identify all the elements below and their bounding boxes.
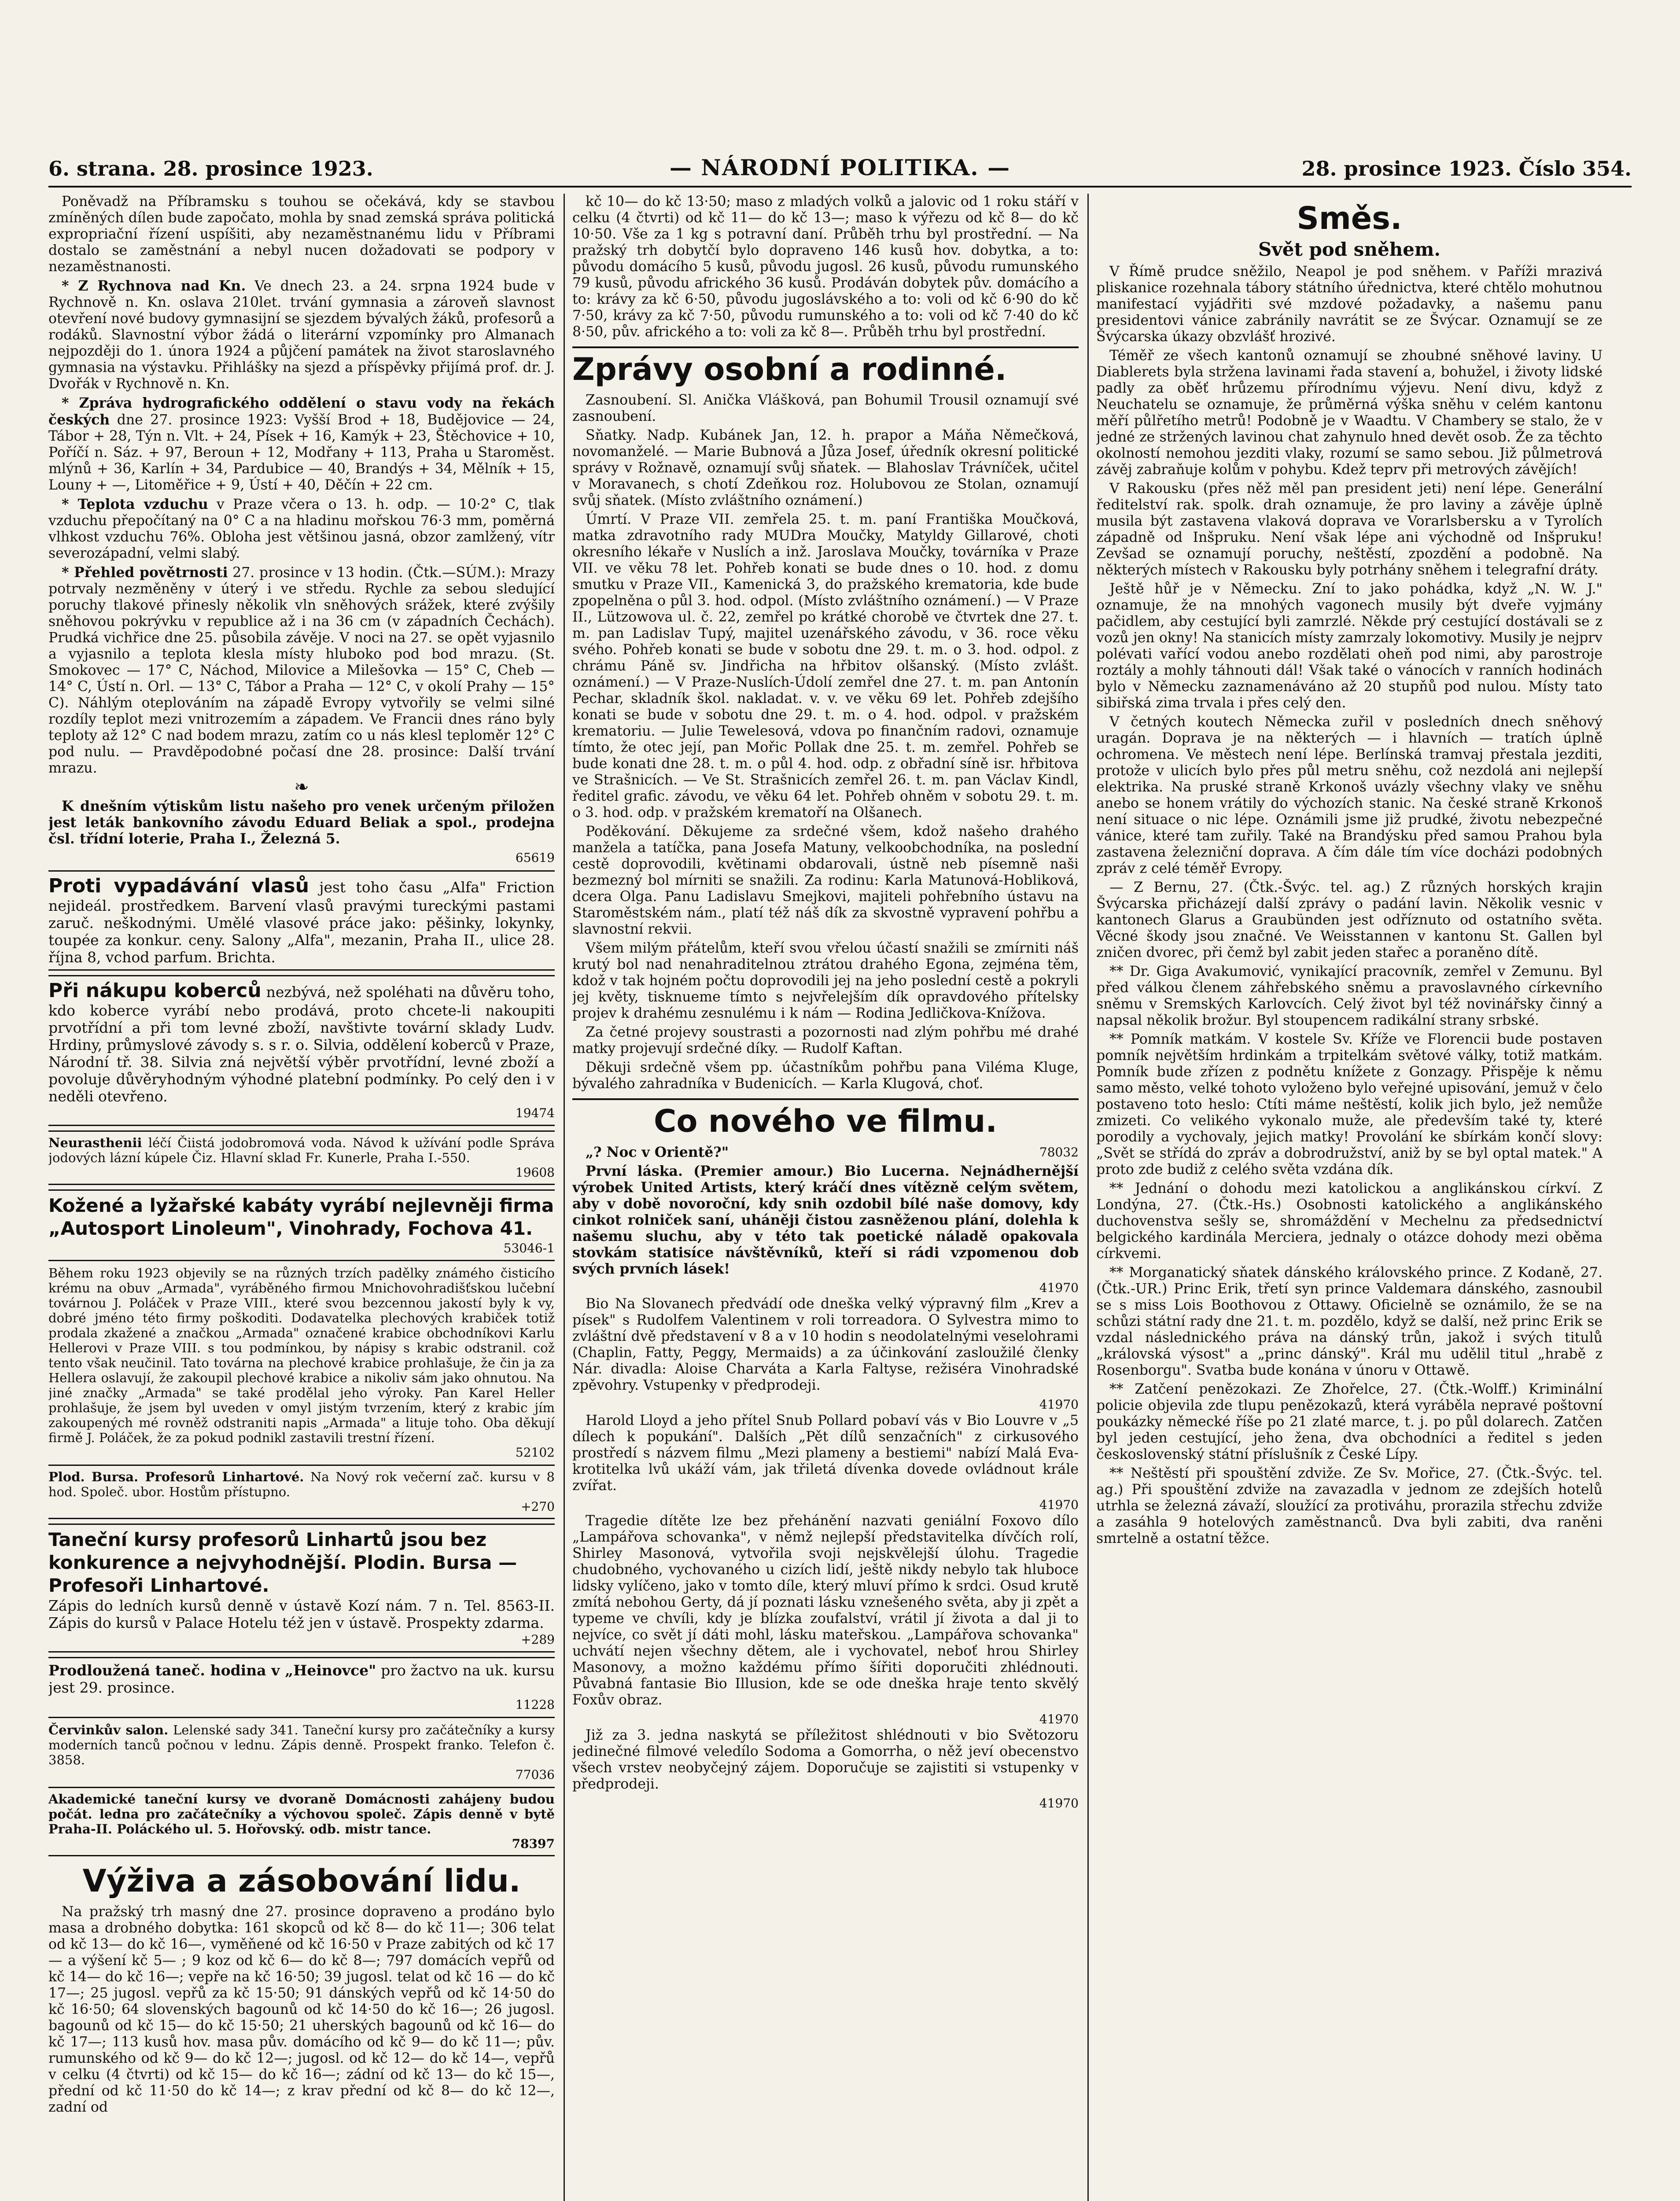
ad-prodlouzena bbox=[48, 1657, 555, 1718]
notice-deaths: Úmrtí. V Praze VII. zemřela 25. t. m. paní Františka Moučková, matka zdravotního rady MUDra Moučky, Matyldy Gillarové, choti okresního lékaře v Nuslích a inž. Jaroslava Moučky, továrníka v Praze VII. ve věku 78 let. Pohřeb konati se bude dnes o 10. hod. z domu smutku v Praze VII., Kamenická 3, do pražského krematoria, kde bude zpopelněna o půl 3. hod. odpol. (Místo zvláštního oznámení.) — V Praze II., Lützowova ul. č. 22, zemřel po krátké chorobě ve čtvrtek dne 27. t. m. pan Ladislav Tupý, majitel uzenářského závodu, v 36. roce věku svého. Pohřeb konati se bude v sobotu dne 29. t. m. o 3. hod. odpol. z chrámu Páně sv. Jindřicha na hřbitov olšanský. (Místo zvlášt. oznámení.) — V Praze-Nuslích-Údolí zemřel dne 27. t. m. pan Antonín Pechar, skladník škol. nakladat. v. v. ve věku 69 let. Pohřeb zdejšího konati se bude v sobotu dne 29. t. m. o 4. hod. odpol. v pražském krematoriu. — Julie Tewelesová, vdova po finančním radovi, oznamuje tímto, že otec její, pan Mořic Pollak dne 25. t. m. zemřel. Pohřeb se bude konati dne 28. t. m. o půl 4. hod. odp. z obřadní síně isr. hřbitova ve Strašnicích. — Ve St. Strašnicích zemřel 26. t. m. pan Václav Kindl, ředitel grafic. závodu, ve věku 64 let. Pohřeb ohněm v sobotu 29. t. m. o 3. hod. odp. v pražském krematoří na Olšanech. bbox=[572, 512, 1079, 821]
issue-number-date: 28. prosince 1923. Číslo 354. bbox=[1301, 157, 1632, 180]
article-elevator-accident: ** Neštěstí při spouštění zdviže. Ze Sv. Mořice, 27. (Čtk.-Švýc. tel. ag.) Při spouštění zdviže na zavazadla v jednom ze zdejších hotelů utrhla se železná závaží, sloužící za protiváhu, prorazila střechu zdviže a zasáhla 9 hotelových zaměstnanců. Dva byli zabiti, dva raněni smrtelně a ostatní těžce. bbox=[1096, 1465, 1603, 1546]
film-svetozor: Již za 3. jedna naskytá se příležitost shlédnouti v bio Světozoru jedinečné filmové veledílo Sodoma a Gomorrha, o něž jeví obecenstvo všech vrstev neobyčejný zájem. Doporučuje se zajistiti si vstupenky v předprodeji. bbox=[572, 1727, 1079, 1792]
article-heading: * Zpráva hydrografického oddělení o stavu vody na řekách českých bbox=[48, 395, 555, 428]
ad-code: 41970 bbox=[1039, 1281, 1079, 1295]
article-avakumovic: ** Dr. Giga Avakumović, vynikající pracovník, zemřel v Zemunu. Byl před válkou členem záhřebského sněmu a pravoslavného církevního sněmu v Sremských Karlovcích. Celý život byl též novinářsky činný a napsal několik brožur. Byl stoupencem radikální strany srbské. bbox=[1096, 964, 1603, 1028]
article-bern: — Z Bernu, 27. (Čtk.-Švýc. tel. ag.) Z různých horských krajin Švýcarska přicházejí další zprávy o padání lavin. Několik vesnic v kantonech Glarus a Graubünden jest odříznuto od ostatního světa. Věcné škody jsou značné. Ve Weisstannen v kantonu St. Gallen byl zničen dvorec, při čemž byl zabit jeden stařec a poraněno dítě. bbox=[1096, 880, 1603, 961]
article-water-levels bbox=[48, 395, 555, 493]
article-heading: * Přehled povětrnosti bbox=[62, 564, 228, 581]
ad-code: 11228 bbox=[515, 1697, 555, 1712]
notice-engagement: Zasnoubení. Sl. Anička Vlášková, pan Bohumil Trousil oznamují své zasnoubení. bbox=[572, 392, 1079, 424]
article-text: dne 27. prosince 1923: Vyšší Brod + 18, Budějovice — 24, Tábor + 28, Týn n. Vlt. + 24, Písek + 16, Kamýk + 23, Štěchovice + 10, Poříčí n. Sáz. + 97, Beroun + 12, Modřany + 113, Praha u Staroměst. mlýnů + 36, Karlín + 34, Pardubice — 40, Brandýs + 34, Mělník + 15, Louny + —, Litoměřice + 9, Ústí + 40, Děčín + 22 cm. bbox=[48, 412, 555, 493]
newspaper-title: — NÁRODNÍ POLITIKA. — bbox=[669, 155, 1011, 180]
article-snow-uragan: V četných koutech Německa zuřil v posledních dnech sněhový uragán. Doprava je na některých — i hlavních — tratích úplně ochromena. Ve městech není lépe. Berlínská tramvaj přestala jezditi, protože v ulicích bylo přes půl metru sněhu, což nezdolá ani nejlepší elektrika. Na pruské straně Krkonoš uvázly všechny vlaky ve sněhu anebo se honem vrátily do výchozích stanic. Na české straně Krkonoš není situace o nic lépe. Oznámili jsme již prudké, životu nebezpečné vánice, které tam zuřily. Také na Brandýsku před samou Prahou byla zastavena železniční doprava. A čím dále tím více docházi podobných zpráv z celé téměř Evropy. bbox=[1096, 714, 1603, 876]
column-right bbox=[1096, 194, 1603, 2201]
article-heading: * Z Rychnova nad Kn. bbox=[62, 278, 246, 294]
film-prvni-laska: První láska. (Premier amour.) Bio Lucerna. Nejnádhernější výrobek United Artists, který kráčí dnes vítězně celým světem, aby v době novoroční, kdy snih ozdobil bílé naše domovy, kdy cinkot rolniček saní, uháněji čistou zasněženou plání, dolehla k našemu sluchu, aby v této tak poetické náladě opakovala stovkám statisíce návštěvníků, kteří si rádi vzpomenou dob svých prvních lásek! bbox=[572, 1163, 1079, 1277]
film-tragedie-ditete: Tragedie dítěte lze bez přehánění nazvati geniální Foxovo dílo „Lampářova schovanka", v němž nejlepší představitelka dívčích rolí, Shirley Masonová, vytvořila svoji nejskvělejší úlohu. Tragedie chudobného, vychovaného u cizích lidí, ještě nikdy nebylo tak hluboce lidsky vylíčeno, jako v tomto díle, který mluví přímo k srdci. Osud krutě zmítá nebohou Gerty, dá jí poznati lásku vznešeného světa, aby ji zpět a typeme ve chvíli, kdy je blízka zoufalství, vrátil jí života a dal ji to nejvíce, co svět jí dáti mohl, lásku mateřskou. „Lampářova schovanka" uchvátí nejen všechny dětem, ale i vychovatel, neboť hrou Shirley Masonovy, a možno každému přímo šířiti doporučiti zhlédnouti. Půvabná fantasie Bio Illusion, kde se ode dneška hraje tento skvělý Foxův obraz. bbox=[572, 1513, 1079, 1708]
ad-text: Zápis do ledních kursů denně v ústavě Kozí nám. 7 n. Tel. 8563-II. Zápis do kursů v Palace Hotelu též jen v ústavě. Prospekty zdarma. bbox=[48, 1597, 555, 1631]
ad-koberce bbox=[48, 975, 555, 1126]
ad-armada bbox=[48, 1266, 555, 1460]
article-text: 27. prosince v 13 hodin. (Čtk.—SÚM.): Mrazy potrvaly nezměněny v úterý i ve středu. Rychle za sebou sledující poruchy tlakové přinesly několik vln sněhových srážek, které zvýšily sněhovou pokrývku v republice až i na 36 cm (v západních Čechách). Prudká vichřice dne 25. působila závěje. V noci na 27. se opět vyjasnilo a vyjasnilo a teplota klesla místy hluboko pod bod mrazu. (St. Smokovec — 17° C, Náchod, Milovice a Milešovka — 15° C, Cheb — 14° C, Ústí n. Orl. — 13° C, Tábor a Praha — 12° C, v okolí Prahy — 15° C). Náhlým oteplováním na západě Evropy vytvořily se velmi silné rozdíly teplot mezi vnitrozemím a západem. Ve Francii dnes ráno byly teploty až 12° C nad bodem mrazu, zatím co u nás klesl teploměr 12° C pod nulu. — Pravděpodobné počasí dne 28. prosince: Další trvání mrazu. bbox=[48, 565, 555, 776]
ad-text: nezbývá, než spoléhati na důvěru toho, kdo koberce vyrábí nebo prodává, proto chcete-li nakoupiti prvotřídní a při tom levné zboží, navštivte tovární sklady Ludv. Hrdiny, průmyslové závody s. s r. o. Silvia, oddělení koberců v Praze, Národní tř. 38. Silvia zná největší výběr prvotřídní, levné zboží a povoluje důvěryhodným výhodné platební podmínky. Po celý den i v neděli otevřeno. bbox=[48, 983, 555, 1105]
masthead bbox=[48, 146, 1632, 188]
notice-thanks-kaftan: Za četné projevy soustrasti a pozornosti nad zlým pohřbu mé drahé matky projevují srdečné díky. — Rudolf Kaftan. bbox=[572, 1024, 1079, 1056]
article-rychnov bbox=[48, 278, 555, 392]
ad-code: 41970 bbox=[1039, 1796, 1079, 1811]
ad-heading: Proti vypadávání vlasů bbox=[48, 875, 309, 897]
ad-text: Kožené a lyžařské kabáty vyrábí nejlevněji firma „Autosport Linoleum", Vinohrady, Fochova 41. bbox=[48, 1195, 554, 1239]
ad-tanecni-kursy bbox=[48, 1524, 555, 1653]
section-heading-film: Co nového ve filmu. bbox=[572, 1098, 1079, 1140]
article-text: v Praze včera o 13. h. odp. — 10·2° C, tlak vzduchu přepočítaný na 0° C a na hladinu mořskou 76·3 mm, poměrná vlhkost vzduchu 76%. Obloha jest většinou jasná, obzor zamlžený, vítr severozápadní, velmi slabý. bbox=[48, 497, 555, 561]
ad-kozene-kabaty bbox=[48, 1189, 555, 1261]
ad-code: 19608 bbox=[515, 1165, 555, 1180]
article-pomnik-matkam: ** Pomník matkám. V kostele Sv. Kříže ve Florencii bude postaven pomník největším hrdinkám a trpitelkám světové války, totiž matkám. Pomník bude zřízen z podnětu knížete z Gonzagy. Přispěje k němu samo město, velké tohoto vyloženo bylo veřejné upisování, jemuž v čelo postaveno toto heslo: Ctíti máme neštěstí, kolik jich bylo, jež nemůže zmizeti. Co velikého vykonalo muže, ale především také ty, které porodily a vychovaly, jejich matky! Provolání ke sbírkám končí slovy: „Svět se střídá do zpráv a dobrodružství, aniž by se byl optal matek." A proto zde budiž z celého světa vzdána dík. bbox=[1096, 1031, 1603, 1178]
article-meat-market: Na pražský trh masný dne 27. prosince dopraveno a prodáno bylo masa a drobného dobytka: 161 skopců od kč 8— do kč 11—; 306 telat od kč 13— do kč 16—, vyměňené od kč 16·50 v Praze zabitých od kč 17— a výšení kč 5— ; 9 koz od kč 6— do kč 8—; 797 domácích vepřů od kč 14— do kč 16—; vepře na kč 16·50; 39 jugosl. telat od kč 16 — do kč 17—; 25 jugosl. vepřů za kč 15·50; 91 dánských vepřů od kč 14·50 do kč 16·50; 64 slovenských bagounů od kč 14·50 do kč 16—; 26 jugosl. bagounů od kč 15— do kč 15·50; 21 uherských bagounů od kč 16— do kč 17—; 113 kusů hov. masa pův. domácího od kč 9— do kč 11—; pův. rumunského od kč 9— do kč 12—; jugosl. od kč 12— do kč 14—, vepřů v celku (4 čtvrti) od kč 15— do kč 16—; zádní od kč 13— do kč 15—, přední od kč 11·50 do kč 14—; z krav přední od kč 8— do kč 12—, zadní od bbox=[48, 1904, 555, 2115]
ad-code: 65619 bbox=[515, 850, 555, 865]
section-heading-personal-news: Zprávy osobní a rodinné. bbox=[572, 346, 1079, 388]
ad-code: 53046-1 bbox=[503, 1241, 555, 1255]
column-rule bbox=[564, 194, 565, 2201]
ad-text: Během roku 1923 objevily se na různých trzích padělky známého čisticího krému na obuv „Armada", vyráběného firmou Mnichovohradišťskou lučební továrnou J. Poláček v Praze VIII., které svou bezcennou jakostí byly k vy, dobré jméno této firmy poškoditi. Dodavatelka plechových krabiček totiž prodala zkažené a značkou „Armada" označené krabice obchodníkovi Karlu Hellerovi v Praze VIII. s tou podmínkou, by nápisy s krabic odstranil. což tento však neučinil. Tato továrna na plechové krabice prohlašuje, že čin ja za Hellera oslavují, že zakoupil plechové krabice a nikoliv sám jako ohnutou. Na jiné značky „Armada" se také prodělal jeho výroky. Pan Karel Heller prohlašuje, že jsem byl uveden v omyl jistým tvrzením, který z krabic jím zakoupených mé rovněž odstraniti napis „Armada" a lituje toho. Oba děkují firmě J. Poláček, že za pokud podnikl zastavili trestní řízení. bbox=[48, 1266, 555, 1445]
ad-code: 41970 bbox=[1039, 1397, 1079, 1412]
ad-heading: Plod. Bursa. Profesorů Linhartové. bbox=[48, 1469, 304, 1484]
article-snow-germany: Ještě hůř je v Německu. Zní to jako pohádka, když „N. W. J." oznamuje, že na mnohých vagonech musily být dveře vyjmány pačidlem, aby cestující byli zamrzlé. Někde prý cestující dostávali se z vozů jen okny! Na stanicích místy zamrzaly lokomotivy. Musily je nejprv polévati vařící vodou anebo rozdělati oheň pod nimi, aby parostroje roztály a mohly táhnouti dál! Však také o vánocích v ranních hodinách bylo v Německu zaznamenáváno až 20 stupňů pod nulou. Místy tato sibiřská zima trvala i přes celý den. bbox=[1096, 581, 1603, 711]
ad-code: 41970 bbox=[1039, 1712, 1079, 1726]
ad-text: léčí Čiistá jodobromová voda. Návod k užívání podle Správa jodových lázní kúpele Čiz. Hlavní sklad Fr. Kunerle, Praha I.-550. bbox=[48, 1135, 555, 1165]
ad-heading: Červinkův salon. bbox=[48, 1723, 169, 1737]
ad-code: 41970 bbox=[1039, 1498, 1079, 1512]
ad-code: 52102 bbox=[515, 1445, 555, 1460]
ad-heading: Taneční kursy profesorů Linhartů jsou bez konkurence a nejvyhodnější. Plodin. Bursa — Profesoři Linhartové. bbox=[48, 1529, 517, 1596]
ad-akademicke bbox=[48, 1787, 555, 1856]
article-snow-switzerland: Téměř ze všech kantonů oznamují se zhoubné sněhové laviny. U Diablerets byla stržena lavinami řada stavení a, bohužel, i životy lidské padly za oběť hrůzemu přírodnímu výjevu. Není divu, když z Neuchatelu se oznamuje, že průměrná výška sněhu v celém kantonu měří půlřetího metrů! Podobně je v Waadtu. V Chambery se stalo, že v jedné ze stržených lavinou chat zahynulo hned devět osob. Že za těchto okolností nemohou jezditi vlaky, rozumí se samo sebou. Již půlmetrová závěj zabraňuje kolům v pohybu. Kdež teprv při metrových závějích! bbox=[1096, 348, 1603, 478]
article-counterfeiters: ** Zatčení penězokazi. Ze Zhořelce, 27. (Čtk.-Wolff.) Kriminální policie objevila zde tlupu penězokazů, která vyráběla nepravé poštovní poukázky německé říše po 21 zlaté marce, t. j. po půl dolarech. Zatčen byl jeden cestující, jeho žena, dva obchodníci a ředitel s jeden československý státní příslušník z České Lípy. bbox=[1096, 1381, 1603, 1462]
notice-thanks-kluge: Děkuji srdečně všem pp. účastníkům pohřbu pana Viléma Kluge, bývalého zahradníka v Budenicích. — Karla Klugová, choť. bbox=[572, 1060, 1079, 1092]
article-snow-rome: V Římě prudce sněžilo, Neapol je pod sněhem. v Paříži mrazivá pliskanice rozehnala tábory státního úřednictva, které chtělo mohutnou manifestací vyjádřiti své mzdové požadavky, a našemu panu presidentovi vánice zabránily navrátit se ze Švýcar. Oznamují se ze Švýcarska úkazy obzvlášť hrozivé. bbox=[1096, 264, 1603, 345]
article-cattle-market: kč 10— do kč 13·50; maso z mladých volků a jalovic od 1 roku stáří v celku (4 čtvrti) od kč 11— do kč 13—; maso k výřezu od kč 8— do kč 10·50. Vše za 1 kg s potravní daní. Průběh trhu byl prostřední. — Na pražský trh dobytčí bylo dopraveno 146 kusů hov. dobytka, a to: původu domácího 5 kusů, původu jugosl. 26 kusů, původu rumunského 79 kusů, původu afrického 36 kusů. Prodáván dobytek pův. domácího a to: krávy za kč 6·50, původu jugoslávského a to: voli od kč 6·90 do kč 7·50, krávy za kč 7·50, původu rumunského a to: voli od kč 7·40 do kč 8·50, pův. afrického a to: voli za kč 8—. Průběh trhu byl prostřední. bbox=[572, 194, 1079, 340]
notice-leaflet bbox=[48, 798, 555, 847]
ad-text: jest toho času „Alfa" Friction nejideál. prostředkem. Barvení vlasů pravými tureckými pastami zaruč. neškodnými. Umělé vlasové práce jako: pěšinky, lokynky, toupée za konkur. ceny. Salony „Alfa", mezanin, Praha II., ulice 28. října 8, vchod parfum. Brichta. bbox=[48, 879, 555, 966]
section-heading-vyziva: Výživa a zásobování lidu. bbox=[82, 1863, 521, 1899]
article-text: Ve dnech 23. a 24. srpna 1924 bude v Rychnově n. Kn. oslava 210let. trvání gymnasia a zároveň slavnost otevření nové budovy gymnasijní se sjezdem bývalých žáků, profesorů a rodáků. Slavnostní výbor žádá o literární vzpomínky pro Almanach nejpozději do 1. února 1924 a půjčení památek na život staroslavného gymnasia na výstavku. Přihlášky na sjezd a příspěvky přijímá prof. dr. J. Dvořák v Rychnově n. Kn. bbox=[48, 278, 555, 392]
ad-code: 19474 bbox=[515, 1106, 555, 1120]
ad-code: 77036 bbox=[515, 1767, 555, 1782]
ad-code: 78032 bbox=[1039, 1145, 1079, 1159]
film-harold-lloyd: Harold Lloyd a jeho přítel Snub Pollard pobaví vás v Bio Louvre v „5 dílech k popukání". Dalších „Pět dílů senzačních" z cirkusového prostředí s názvem filmu „Mezi plameny a bestiemi" nabízí Malá Eva-krotitelka lvů ukáží vám, jak třiletá dívenka dovede ovládnout krále zvířat. bbox=[572, 1413, 1079, 1494]
subheading-snow: Svět pod sněhem. bbox=[1258, 239, 1441, 260]
ornament-divider: ❧ bbox=[294, 777, 309, 797]
section-heading-smes: Směs. bbox=[1297, 200, 1402, 236]
ad-heading: Při nákupu koberců bbox=[48, 979, 262, 1002]
article-pribram: Poněvadž na Příbramsku s touhou se očekává, kdy se stavbou zmíněných dílen bude započato, mohla by snad zemská správa politická expropriační řízení uspíšiti, aby nezaměstnanému lidu v Příbrami dostalo se zaměstnání a nebyl nucen dožadovati se podpory v nezaměstnanosti. bbox=[48, 194, 555, 275]
film-noc-v-oriente bbox=[572, 1144, 1079, 1160]
article-church-agreement: ** Jednání o dohodu mezi katolickou a anglikánskou církví. Z Londýna, 27. (Čtk.-Hs.) Osobnosti katolického a anglikánského duchovenstva sešly se, shromáždění v Mechelnu za předsednictví belgického kardinála Merciera, jednaly o otázce dohody mezi oběma církvemi. bbox=[1096, 1181, 1603, 1262]
ad-code: +289 bbox=[521, 1632, 555, 1647]
notice-thanks: Poděkování. Děkujeme za srdečné všem, kdož našeho drahého manžela a tatíčka, pana Josefa Matuny, velkoobchodníka, na poslední cestě doprovodili, květinami obdarovali, ústně neb písemně naši bezmezný bol mírniti se snažili. Za rodinu: Karla Matunová-Hobliková, dcera Olga. Panu Ladislavu Smejkovi, majiteli pohřebního ústavu na Staroměstském nám., platí též náš dík za skvostně vypravení pohřbu a slavnostní rekvii. bbox=[572, 824, 1079, 937]
ad-cervinka bbox=[48, 1723, 555, 1782]
ad-alfa bbox=[48, 870, 555, 971]
ad-text: Na Nový rok večerní zač. kursu v 8 hod. Společ. ubor. Hostům přístupno. bbox=[48, 1469, 555, 1499]
ad-text: pro žactvo na uk. kursu jest 29. prosince. bbox=[48, 1662, 555, 1696]
ad-code: 78397 bbox=[512, 1837, 555, 1851]
notice-weddings: Sňatky. Nadp. Kubánek Jan, 12. h. prapor a Máňa Němečková, novomanželé. — Marie Bubnová a Jůza Josef, úředník okresní politické správy v Rožnavě, oznamují svůj sňatek. — Blahoslav Trávníček, učitel v Moravanech, s chotí Zdeňkou roz. Holubovou ze Stolan, oznamují svůj sňatek. (Místo zvláštního oznámení.) bbox=[572, 427, 1079, 508]
ad-text: Akademické taneční kursy ve dvoraně Domácnosti zahájeny budou počát. ledna pro začátečníky a výchovou společ. Zápis denně v bytě Praha-II. Poláckého ul. 5. Hořovský. odb. mistr tance. bbox=[48, 1792, 555, 1837]
page-number-date: 6. strana. 28. prosince 1923. bbox=[48, 157, 373, 180]
notice-thanks-friends: Všem milým přátelům, kteří svou vřelou účastí snažili se zmírniti náš krutý bol nad nenahraditelnou ztrátou drahého Egona, zejména těm, kdož v tak hojném počtu doprovodili jej na jeho poslední cestě a pokryli jej květy, tisknueme tímto s nejvřelejším dík opravdového přítelsky projev k drahému zesnulému i k nám — Rodina Jedličkova-Knížova. bbox=[572, 940, 1079, 1021]
ad-code: +270 bbox=[521, 1499, 555, 1514]
film-title: „? Noc v Orientě?" bbox=[586, 1144, 729, 1160]
column-middle bbox=[572, 194, 1079, 2201]
article-heading: * Teplota vzduchu bbox=[62, 496, 208, 512]
ad-plod-bursa bbox=[48, 1465, 555, 1519]
article-royal-marriage: ** Morganatický sňatek dánského královského prince. Z Kodaně, 27. (Čtk.-UR.) Princ Erik, třetí syn prince Valdemara dánského, zasnoubil se s miss Lois Boothovou z Ottawy. Oficielně se oznámilo, že se na schůzi státní rady dne 21. t. m. pozdělo, když se další, než princ Erik se vzdal následnického práva na dánský trůn, jakož i svých titulů „královská výsost" a „princ dánský". Král mu udělil titul „hrabě z Rosenborgu". Svatba bude konána v únoru v Ottawě. bbox=[1096, 1265, 1603, 1378]
column-left bbox=[48, 194, 555, 2201]
ad-neurasthenie bbox=[48, 1130, 555, 1185]
ad-heading: Neurasthenii bbox=[48, 1135, 142, 1150]
film-bio-slovanech: Bio Na Slovanech předvádí ode dneška velký výpravný film „Krev a písek" s Rudolfem Valentinem v roli torreadora. O Sylvestra mimo to zvláštní dvě představení v 8 a v 10 hodin s neodolatelnými veselohrami (Chaplin, Fatty, Peggy, Mermaids) a za účinkování zasloužilé členky Nár. divadla: Aloise Charváta a Karla Faltyse, režiséra Vinohradské zpěvohry. Vstupenky v předprodeji. bbox=[572, 1296, 1079, 1393]
article-weather-overview bbox=[48, 564, 555, 777]
article-snow-austria: V Rakousku (přes něž měl pan president jeti) není lépe. Generální ředitelství rak. spolk. drah oznamuje, že pro laviny a závěje úplně musila být zastavena vlaková doprava ve Vorarlsbersku a v Tyrolích západně od Inšpruku. Není však lépe ani východně od Inšpruku! Zevšad se oznamují poruchy, neštěstí, zpozdění a podobně. Na některých místech v Rakousku byly potrhány sněhem i telegrafní dráty. bbox=[1096, 481, 1603, 578]
column-rule bbox=[1087, 194, 1089, 2201]
notice-text: K dnešním výtiskům listu našeho pro venek určeným přiložen jest leták bankovního závodu Eduard Beliak a spol., prodejna čsl. třídní loterie, Praha I., Železná 5. bbox=[48, 798, 555, 847]
ad-text: Lelenské sady 341. Taneční kursy pro začátečníky a kursy moderních tanců počnou v lednu. Zápis denně. Prospekt franko. Telefon č. 3858. bbox=[48, 1723, 555, 1767]
article-air-temperature bbox=[48, 496, 555, 562]
ad-heading: Prodloužená taneč. hodina v „Heinovce" bbox=[48, 1662, 376, 1679]
